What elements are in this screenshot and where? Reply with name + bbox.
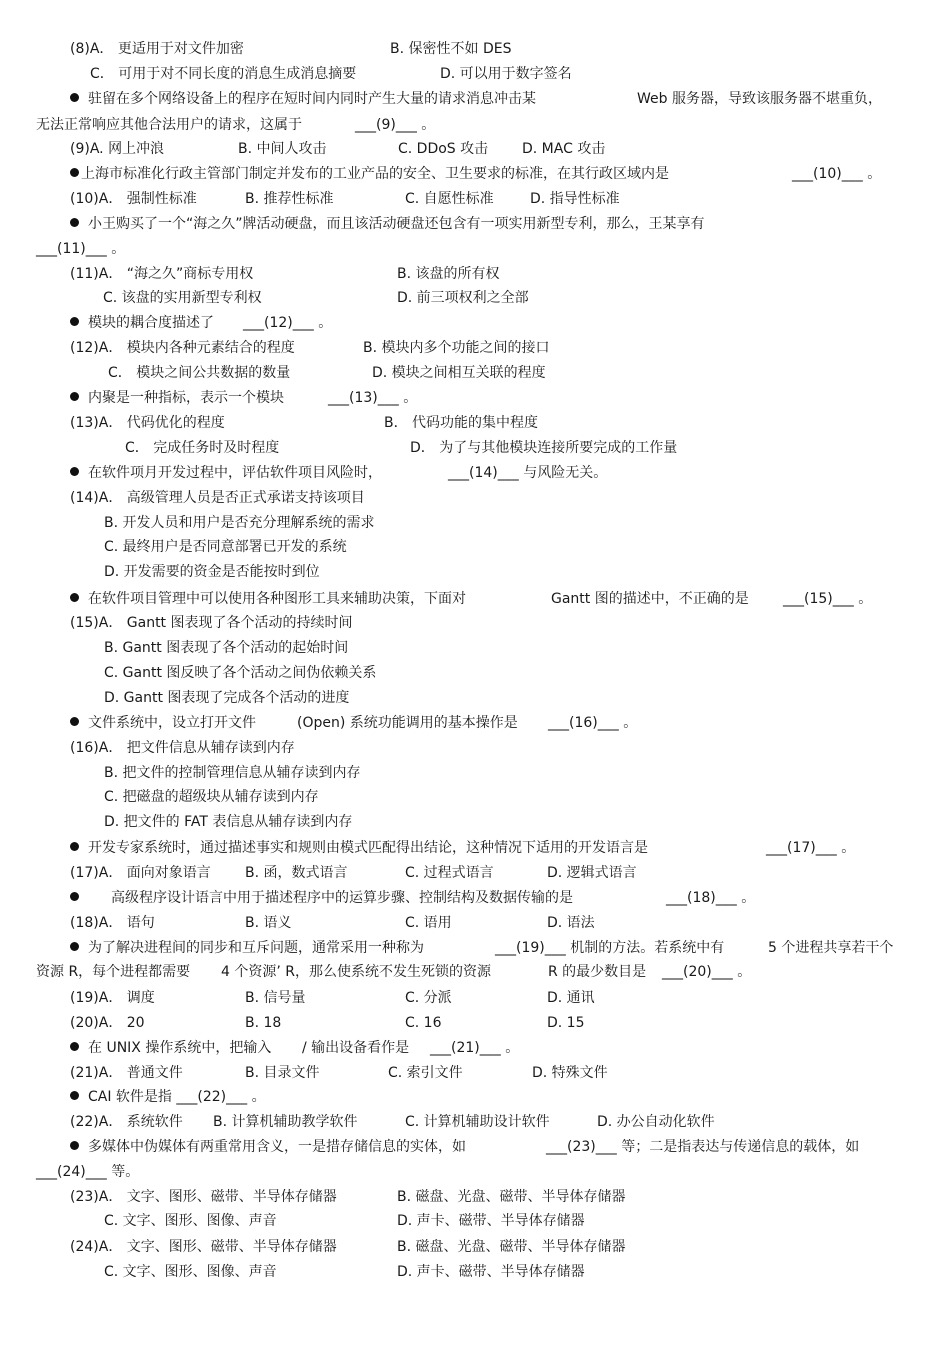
bullet-icon	[70, 892, 79, 901]
q19-option-d: D. 通讯	[547, 990, 595, 1006]
q8-option-a: (8)A． 更适用于对文件加密	[70, 41, 244, 57]
q15-blank: ___(15)___ 。	[783, 591, 873, 607]
bullet-icon	[70, 942, 79, 951]
q15-option-c: C. Gantt 图反映了各个活动之间伪依赖关系	[104, 665, 377, 681]
q16-blank: ___(16)___ 。	[548, 715, 638, 731]
q18-stem-text: 高级程序设计语言中用于描述程序中的运算步骤、控制结构及数据传输的是	[111, 890, 573, 906]
q8-option-d: D. 可以用于数字签名	[440, 66, 572, 82]
q23-stem-line1	[70, 1138, 466, 1156]
bullet-icon	[70, 218, 79, 227]
q13-option-b: B． 代码功能的集中程度	[384, 415, 539, 431]
bullet-icon	[70, 168, 79, 177]
q19-option-a: (19)A． 调度	[70, 990, 155, 1006]
q23-option-a: (23)A． 文字、图形、磁带、半导体存储器	[70, 1189, 337, 1205]
q16-stem-text: 文件系统中，设立打开文件	[88, 715, 256, 731]
q11-stem-text: 小王购买了一个“海之久”牌活动硬盘，而且该活动硬盘还包含有一项实用新型专利，那么，王某享有	[88, 216, 705, 232]
q8-option-c: C． 可用于对不同长度的消息生成消息摘要	[90, 66, 357, 82]
q23-option-b: B. 磁盘、光盘、磁带、半导体存储器	[397, 1189, 626, 1205]
q12-stem	[70, 314, 214, 332]
q21-stem-text: 在 UNIX 操作系统中，把输入	[88, 1040, 272, 1056]
q13-option-c: C． 完成任务时及时程度	[125, 440, 280, 456]
q16-option-c: C. 把磁盘的超级块从辅存读到内存	[104, 789, 319, 805]
q10-option-b: B. 推荐性标准	[245, 191, 334, 207]
q9-option-b: B. 中间人攻击	[238, 141, 327, 157]
q24-option-c: C. 文字、图形、图像、声音	[104, 1264, 277, 1280]
q17-option-b: B. 函，数式语言	[245, 865, 348, 881]
q23-option-d: D. 声卡、磁带、半导体存储器	[397, 1213, 585, 1229]
q11-option-d: D. 前三项权利之全部	[397, 290, 529, 306]
q14-option-c: C. 最终用户是否同意部署已开发的系统	[104, 539, 347, 555]
q13-option-d: D． 为了与其他模块连接所要完成的工作量	[410, 440, 678, 456]
q17-stem-text: 开发专家系统时，通过描述事实和规则由模式匹配得出结论，这种情况下适用的开发语言是	[88, 840, 648, 856]
q17-stem	[70, 839, 648, 857]
q23-blank: ___(23)___ 等；二是指表达与传递信息的载体，如	[546, 1139, 860, 1155]
q22-option-c: C. 计算机辅助设计软件	[405, 1114, 550, 1130]
q18-blank: ___(18)___ 。	[666, 890, 756, 906]
q17-option-a: (17)A． 面向对象语言	[70, 865, 211, 881]
q12-option-c: C． 模块之间公共数据的数量	[108, 365, 291, 381]
q9-option-d: D. MAC 攻击	[522, 141, 606, 157]
bullet-icon	[70, 842, 79, 851]
q19-option-b: B. 信号量	[245, 990, 306, 1006]
q10-option-d: D. 指导性标准	[530, 191, 620, 207]
q12-option-a: (12)A． 模块内各种元素结合的程度	[70, 340, 295, 356]
q15-stem-text: 在软件项目管理中可以使用各种图形工具来辅助决策，下面对	[88, 591, 466, 607]
q10-stem	[70, 165, 669, 183]
q23-option-c: C. 文字、图形、图像、声音	[104, 1213, 277, 1229]
q10-option-c: C. 自愿性标准	[405, 191, 494, 207]
q21-option-d: D. 特殊文件	[532, 1065, 608, 1081]
bullet-icon	[70, 1141, 79, 1150]
q11-option-c: C. 该盘的实用新型专利权	[103, 290, 262, 306]
q9-stem-line2: 无法正常响应其他合法用户的请求，这属于	[36, 117, 302, 133]
q24-option-b: B. 磁盘、光盘、磁带、半导体存储器	[397, 1239, 626, 1255]
bullet-icon	[70, 93, 79, 102]
q9-stem-web: Web 服务器，导致该服务器不堪重负，	[637, 91, 882, 107]
q21-stem	[70, 1039, 271, 1057]
q13-option-a: (13)A． 代码优化的程度	[70, 415, 225, 431]
q21-option-a: (21)A． 普通文件	[70, 1065, 183, 1081]
bullet-icon	[70, 1091, 79, 1100]
q21-option-b: B. 目录文件	[245, 1065, 320, 1081]
q14-option-b: B. 开发人员和用户是否充分理解系统的需求	[104, 515, 375, 531]
q20-stem-need: 4 个资源’ R，那么使系统不发生死锁的资源	[221, 964, 491, 980]
bullet-icon	[70, 392, 79, 401]
q20-blank: ___(20)___ 。	[662, 964, 752, 980]
q17-option-d: D. 逻辑式语言	[547, 865, 637, 881]
q11-option-a: (11)A． “海之久”商标专用权	[70, 266, 254, 282]
q20-stem-resource: 资源 R，每个进程都需要	[36, 964, 191, 980]
q13-stem	[70, 389, 284, 407]
q18-option-c: C. 语用	[405, 915, 452, 931]
q18-option-d: D. 语法	[547, 915, 595, 931]
q11-option-b: B. 该盘的所有权	[397, 266, 500, 282]
q15-stem	[70, 590, 466, 608]
q21-option-c: C. 索引文件	[388, 1065, 463, 1081]
q11-stem-line1	[70, 215, 705, 233]
q20-option-d: D. 15	[547, 1015, 585, 1031]
q15-option-d: D. Gantt 图表现了完成各个活动的进度	[104, 690, 350, 706]
q22-option-b: B. 计算机辅助教学软件	[213, 1114, 358, 1130]
q14-stem	[70, 464, 382, 482]
q17-blank: ___(17)___ 。	[766, 840, 856, 856]
q14-stem-text: 在软件项月开发过程中，评估软件项目风险时，	[88, 465, 382, 481]
q9-option-a: (9)A. 网上冲浪	[70, 141, 165, 157]
q9-stem-text: 驻留在多个网络设备上的程序在短时间内同时产生大量的请求消息冲击某	[88, 91, 536, 107]
q15-option-b: B. Gantt 图表现了各个活动的起始时间	[104, 640, 349, 656]
q12-stem-text: 模块的耦合度描述了	[88, 315, 214, 331]
q10-blank: ___(10)___ 。	[792, 166, 882, 182]
q24-blank: ___(24)___ 等。	[36, 1164, 140, 1180]
bullet-icon	[70, 317, 79, 326]
q21-stem-io: / 输出设备看作是	[302, 1040, 410, 1056]
q16-option-d: D. 把文件的 FAT 表信息从辅存读到内存	[104, 814, 353, 830]
q18-option-b: B. 语义	[245, 915, 292, 931]
q22-stem	[70, 1088, 266, 1106]
q20-stem-min: R 的最少数目是	[548, 964, 647, 980]
q16-stem-open: (Open) 系统功能调用的基本操作是	[297, 715, 518, 731]
q9-option-c: C. DDoS 攻击	[398, 141, 489, 157]
q14-option-d: D. 开发需要的资金是否能按时到位	[104, 564, 320, 580]
q12-option-d: D. 模块之间相互关联的程度	[372, 365, 546, 381]
bullet-icon	[70, 467, 79, 476]
q16-option-b: B. 把文件的控制管理信息从辅存读到内存	[104, 765, 361, 781]
q18-stem	[70, 889, 573, 907]
q24-option-a: (24)A． 文字、图形、磁带、半导体存储器	[70, 1239, 337, 1255]
q19-stem-line1	[70, 939, 424, 957]
q22-stem-text: CAI 软件是指 ___(22)___ 。	[88, 1089, 266, 1105]
q23-stem-text: 多媒体中伪媒体有两重常用含义，一是措存储信息的实体，如	[88, 1139, 466, 1155]
q13-blank: ___(13)___ 。	[328, 390, 418, 406]
q12-option-b: B. 模块内多个功能之间的接口	[363, 340, 550, 356]
q22-option-a: (22)A． 系统软件	[70, 1114, 183, 1130]
q14-option-a: (14)A． 高级管理人员是否正式承诺支持该项目	[70, 490, 365, 506]
q10-stem-text: 上海市标准化行政主管部门制定并发布的工业产品的安全、卫生要求的标准，在其行政区域内是	[81, 166, 669, 182]
q24-option-d: D. 声卡、磁带、半导体存储器	[397, 1264, 585, 1280]
q16-stem	[70, 714, 256, 732]
q15-option-a: (15)A． Gantt 图表现了各个活动的持续时间	[70, 615, 353, 631]
q16-option-a: (16)A． 把文件信息从辅存读到内存	[70, 740, 295, 756]
q9-stem-line1	[70, 90, 536, 108]
q9-blank: ___(9)___ 。	[355, 117, 436, 133]
q10-option-a: (10)A． 强制性标准	[70, 191, 197, 207]
q11-blank: ___(11)___ 。	[36, 241, 126, 257]
q12-blank: ___(12)___ 。	[243, 315, 333, 331]
q19-stem-count: 5 个进程共享若干个	[768, 940, 894, 956]
bullet-icon	[70, 717, 79, 726]
q19-stem-text: 为了解决进程间的同步和互斥问题，通常采用一种称为	[88, 940, 424, 956]
bullet-icon	[70, 1042, 79, 1051]
q13-stem-text: 内聚是一种指标，表示一个模块	[88, 390, 284, 406]
q8-option-b: B. 保密性不如 DES	[390, 41, 512, 57]
q15-stem-gantt: Gantt 图的描述中，不正确的是	[551, 591, 749, 607]
bullet-icon	[70, 593, 79, 602]
q22-option-d: D. 办公自动化软件	[597, 1114, 715, 1130]
q21-blank: ___(21)___ 。	[430, 1040, 520, 1056]
q14-blank: ___(14)___ 与风险无关。	[448, 465, 608, 481]
q20-option-c: C. 16	[405, 1015, 442, 1031]
q17-option-c: C. 过程式语言	[405, 865, 494, 881]
q19-option-c: C. 分派	[405, 990, 452, 1006]
q20-option-a: (20)A． 20	[70, 1015, 145, 1031]
q19-blank: ___(19)___ 机制的方法。若系统中有	[495, 940, 725, 956]
q18-option-a: (18)A． 语句	[70, 915, 155, 931]
q20-option-b: B. 18	[245, 1015, 282, 1031]
